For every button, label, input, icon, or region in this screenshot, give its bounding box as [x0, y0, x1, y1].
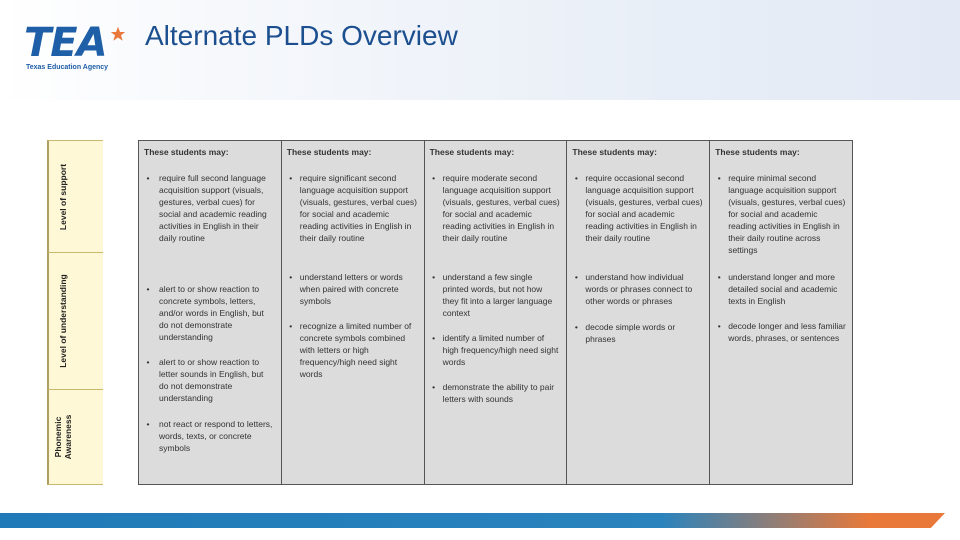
list-item: [286, 320, 418, 380]
logo-mark: TEA: [24, 20, 107, 66]
bullet-icon: •: [289, 173, 293, 183]
bullet-icon: •: [432, 173, 436, 183]
axis-segment-understanding: [47, 253, 103, 390]
list-item-text: identify a limited number of high frequency/high need sight words: [442, 333, 559, 367]
table-column: [139, 141, 282, 484]
list-item: [429, 271, 561, 319]
list-item: [714, 172, 846, 256]
list-item: [571, 271, 703, 307]
header-band: [0, 0, 960, 100]
list-item-text: decode longer and less familiar words, phrases, or sentences: [728, 321, 846, 343]
table-column: [282, 141, 425, 484]
axis-segment-phonemic: [47, 390, 103, 485]
axis-column: [47, 140, 103, 485]
list-item: [571, 172, 703, 244]
pld-table: [138, 140, 853, 485]
bullet-icon: •: [432, 382, 436, 392]
list-item-text: recognize a limited number of concrete symbols combined with letters or high frequency/high need sight words: [299, 321, 412, 379]
list-item: [143, 418, 275, 454]
list-item-text: alert to or show reaction to concrete symbols, letters, and/or words in English, but do not demonstrate understanding: [159, 284, 264, 342]
bullet-icon: •: [289, 321, 293, 331]
bullet-icon: •: [289, 272, 293, 282]
axis-segment-support: [47, 140, 103, 253]
list-item-text: decode simple words or phrases: [585, 322, 676, 344]
table-column: [567, 141, 710, 484]
tea-logo: [24, 22, 130, 76]
axis-label-phonemic: Phonemic Awareness: [53, 414, 73, 460]
column-heading: These students may:: [715, 147, 800, 157]
list-item-text: require moderate second language acquisition support (visuals, gestures, verbal cues) for social and academic reading activities in English in their daily routine: [442, 173, 560, 243]
column-heading: These students may:: [286, 147, 372, 157]
list-item-text: require full second language acquisition support (visuals, gestures, verbal cues) for social and academic reading activities in English in their daily routine: [159, 173, 267, 243]
column-heading: These students may:: [572, 147, 657, 157]
list-item-text: understand how individual words or phrases connect to other words or phrases: [585, 272, 693, 306]
logo-subtitle: Texas Education Agency: [26, 64, 109, 71]
bullet-icon: •: [574, 322, 578, 332]
table-column: [710, 141, 852, 484]
bullet-icon: •: [574, 173, 578, 183]
bullet-icon: •: [717, 173, 721, 183]
list-item-text: alert to or show reaction to letter sounds in English, but do not demonstrate understanding: [159, 357, 264, 403]
list-item-text: understand longer and more detailed social and academic texts in English: [728, 272, 838, 306]
bullet-icon: •: [717, 272, 721, 282]
list-item-text: understand letters or words when paired with concrete symbols: [299, 272, 403, 306]
table-column: [425, 141, 568, 484]
list-item-text: require significant second language acquisition support (visuals, gestures, verbal cues) for social and academic reading activities in English in their daily routine: [299, 173, 417, 243]
bullet-icon: •: [146, 419, 150, 429]
list-item: [143, 172, 275, 244]
axis-label-understanding: Level of understanding: [58, 274, 68, 368]
list-item-text: not react or respond to letters, words, texts, or concrete symbols: [159, 419, 273, 453]
list-item-text: demonstrate the ability to pair letters with sounds: [442, 382, 555, 404]
list-item: [429, 172, 561, 244]
bullet-icon: •: [146, 284, 150, 294]
list-item-text: understand a few single printed words, but not how they fit into a larger language context: [442, 272, 553, 318]
bullet-icon: •: [432, 272, 436, 282]
star-icon: [110, 26, 126, 42]
axis-label-support: Level of support: [58, 163, 68, 230]
bullet-icon: •: [146, 173, 150, 183]
list-item: [571, 321, 703, 345]
page-title: Alternate PLDs Overview: [145, 20, 458, 51]
list-item: [714, 271, 846, 307]
column-heading: These students may:: [144, 147, 229, 157]
list-item: [286, 271, 418, 307]
footer-bar: [0, 513, 945, 528]
list-item-text: require occasional second language acquisition support (visuals, gestures, verbal cues) for social and academic reading activities in English in their daily routine: [585, 173, 703, 243]
bullet-icon: •: [717, 321, 721, 331]
bullet-icon: •: [432, 333, 436, 343]
list-item: [429, 381, 561, 405]
list-item-text: require minimal second language acquisition support (visuals, gestures, verbal cues) for social and academic reading activities in English in their daily routine across settings: [728, 173, 846, 255]
column-heading: These students may:: [429, 147, 515, 157]
bullet-icon: •: [146, 357, 150, 367]
list-item: [143, 356, 275, 404]
list-item: [714, 320, 846, 344]
list-item: [429, 332, 561, 368]
list-item: [286, 172, 418, 244]
bullet-icon: •: [574, 272, 578, 282]
list-item: [143, 283, 275, 343]
